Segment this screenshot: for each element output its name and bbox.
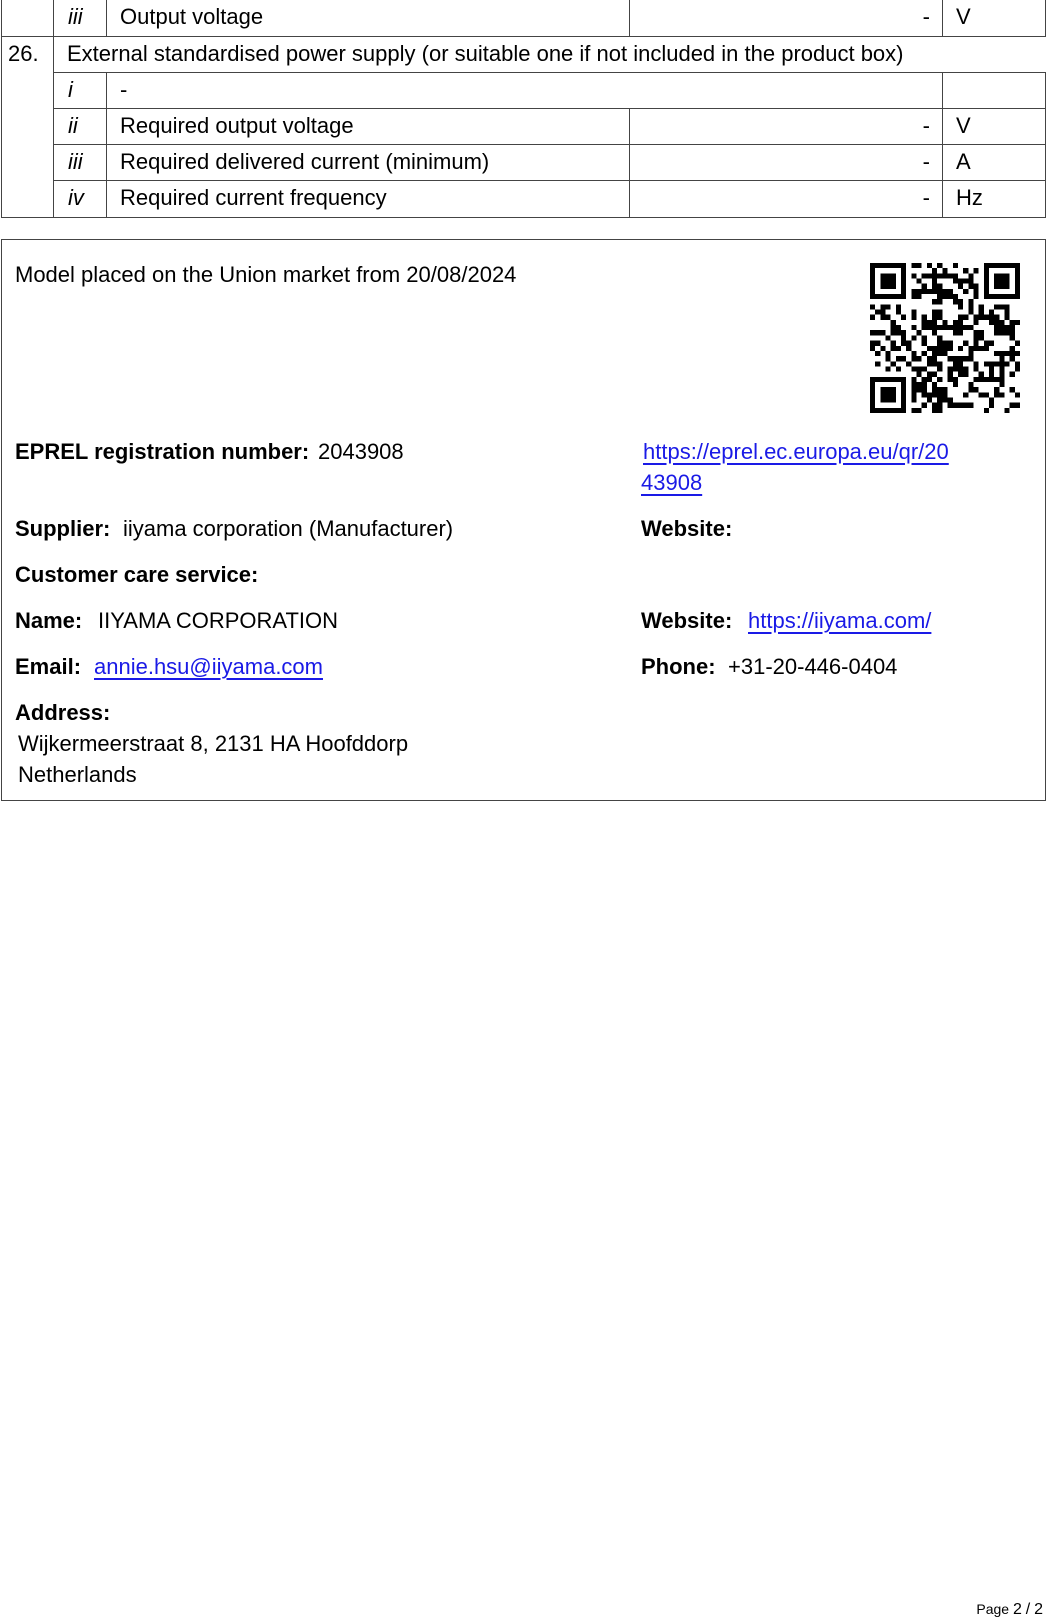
customer-care-heading: Customer care service: (15, 562, 259, 587)
row-index: iii (53, 0, 107, 37)
page-total: 2 (1034, 1601, 1043, 1618)
table-cell-empty (1, 0, 54, 37)
website-label: Website: (641, 608, 733, 633)
phone-value: +31-20-446-0404 (728, 654, 898, 679)
row-label: Required current frequency (106, 180, 630, 218)
spec-table (1, 0, 1046, 218)
product-info-box (1, 239, 1046, 801)
supplier-label: Supplier: (15, 516, 111, 541)
row-index: iv (53, 180, 107, 218)
section-number: 26. (1, 36, 54, 218)
row-unit: Hz (942, 180, 1046, 218)
address-line-1: Wijkermeerstraat 8, 2131 HA Hoofddorp (18, 731, 409, 756)
section-title: External standardised power supply (or suitable one if not included in the product box) (53, 36, 994, 73)
row-label: Required delivered current (minimum) (106, 144, 630, 181)
row-value: - (629, 144, 943, 181)
eprel-label: EPREL registration number: (15, 439, 310, 464)
name-value: IIYAMA CORPORATION (98, 608, 338, 633)
page-word: Page (976, 1601, 1010, 1617)
page-current: 2 (1012, 1601, 1022, 1618)
address-line-2: Netherlands (18, 762, 137, 787)
row-unit: V (942, 108, 1046, 145)
row-unit: A (942, 144, 1046, 181)
email-link[interactable]: annie.hsu@iiyama.com (94, 654, 323, 679)
supplier-website-label: Website: (641, 516, 733, 541)
row-label: Output voltage (106, 0, 630, 37)
row-value: - (629, 108, 943, 145)
row-unit: V (942, 0, 1046, 37)
table-cell-empty (993, 36, 1046, 73)
row-index: i (53, 72, 107, 109)
row-index: iii (53, 144, 107, 181)
market-date-text: Model placed on the Union market from 20/08/2024 (15, 262, 517, 287)
page-separator: / (1025, 1601, 1031, 1618)
page-number (976, 1601, 1043, 1618)
row-unit (942, 72, 1046, 109)
phone-label: Phone: (641, 654, 716, 679)
row-label: Required output voltage (106, 108, 630, 145)
row-value: - (629, 0, 943, 37)
eprel-number: 2043908 (318, 439, 404, 464)
website-link[interactable]: https://iiyama.com/ (748, 608, 932, 633)
row-value: - (629, 180, 943, 218)
supplier-value: iiyama corporation (Manufacturer) (123, 516, 454, 541)
eprel-link[interactable]: https://eprel.ec.europa.eu/qr/20 (643, 439, 949, 464)
name-label: Name: (15, 608, 83, 633)
qr-code-icon[interactable] (870, 263, 1020, 413)
address-label: Address: (15, 700, 111, 725)
email-label: Email: (15, 654, 82, 679)
eprel-link-continued[interactable]: 43908 (641, 470, 703, 495)
row-index: ii (53, 108, 107, 145)
row-label: - (106, 72, 943, 109)
